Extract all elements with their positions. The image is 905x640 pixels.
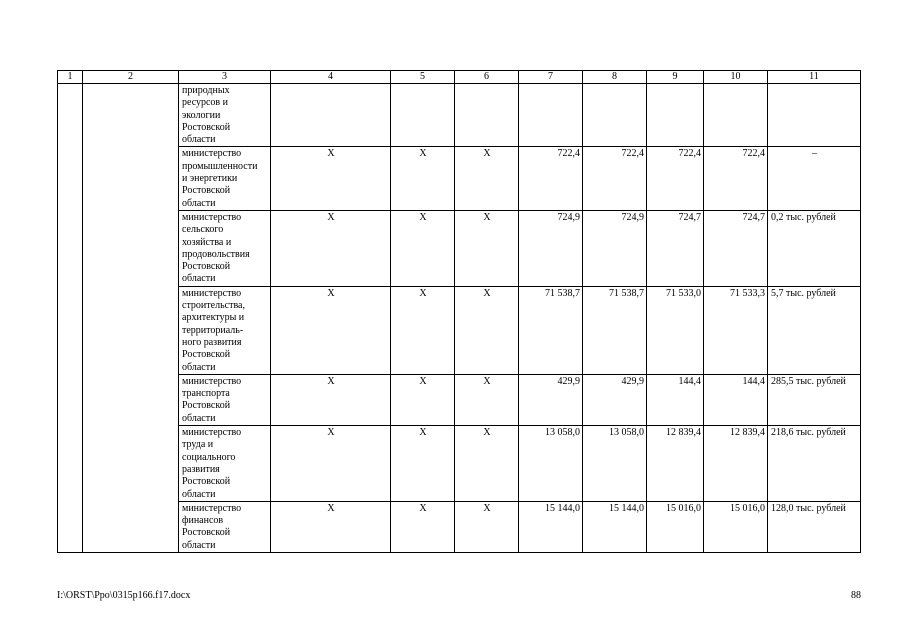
- row-number-cell: [58, 84, 83, 553]
- cell-col8: 429,9: [583, 374, 647, 425]
- header-row: [58, 71, 861, 84]
- table-row: [58, 147, 861, 210]
- cell-col7: 429,9: [519, 374, 583, 425]
- cell-col8: 15 144,0: [583, 501, 647, 552]
- cell-col11: 5,7 тыс. рублей: [768, 286, 861, 374]
- cell-col10: 722,4: [704, 147, 768, 210]
- cell-col9: 71 533,0: [647, 286, 704, 374]
- budget-table: [57, 70, 861, 553]
- col-header-1: 1: [58, 71, 83, 84]
- cell-col7: [519, 84, 583, 147]
- cell-col8: [583, 84, 647, 147]
- col-header-4: 4: [271, 71, 391, 84]
- cell-col10: 15 016,0: [704, 501, 768, 552]
- cell-col10: 12 839,4: [704, 426, 768, 502]
- cell-col9: [647, 84, 704, 147]
- footer-file-path: I:\ORST\Ppo\0315p166.f17.docx: [57, 590, 191, 601]
- cell-col5: [391, 84, 455, 147]
- cell-col4: [271, 84, 391, 147]
- agency-name-cell: министерство строительства, архитектуры и территориаль- ного развития Ростовской области: [179, 286, 271, 374]
- table-row: [58, 426, 861, 502]
- cell-col7: 71 538,7: [519, 286, 583, 374]
- cell-col4: Х: [271, 147, 391, 210]
- cell-col4: Х: [271, 501, 391, 552]
- table-row: [58, 84, 861, 147]
- cell-col6: Х: [455, 147, 519, 210]
- cell-col11: 0,2 тыс. рублей: [768, 210, 861, 286]
- cell-col10: 724,7: [704, 210, 768, 286]
- cell-col9: 15 016,0: [647, 501, 704, 552]
- cell-col5: Х: [391, 501, 455, 552]
- cell-col9: 724,7: [647, 210, 704, 286]
- cell-col6: Х: [455, 286, 519, 374]
- cell-col5: Х: [391, 286, 455, 374]
- table-row: [58, 286, 861, 374]
- col-header-11: 11: [768, 71, 861, 84]
- cell-col9: 722,4: [647, 147, 704, 210]
- cell-col11: –: [768, 147, 861, 210]
- cell-col7: 15 144,0: [519, 501, 583, 552]
- cell-col10: 71 533,3: [704, 286, 768, 374]
- cell-col10: 144,4: [704, 374, 768, 425]
- agency-name-cell: министерство транспорта Ростовской области: [179, 374, 271, 425]
- cell-col4: Х: [271, 426, 391, 502]
- cell-col4: Х: [271, 210, 391, 286]
- cell-col4: Х: [271, 374, 391, 425]
- cell-col6: Х: [455, 210, 519, 286]
- cell-col4: Х: [271, 286, 391, 374]
- cell-col6: Х: [455, 426, 519, 502]
- cell-col11: 218,6 тыс. рублей: [768, 426, 861, 502]
- table-row: [58, 374, 861, 425]
- col-header-3: 3: [179, 71, 271, 84]
- cell-col8: 722,4: [583, 147, 647, 210]
- cell-col10: [704, 84, 768, 147]
- col-header-7: 7: [519, 71, 583, 84]
- col-header-5: 5: [391, 71, 455, 84]
- cell-col5: Х: [391, 374, 455, 425]
- cell-col8: 71 538,7: [583, 286, 647, 374]
- cell-col11: 128,0 тыс. рублей: [768, 501, 861, 552]
- cell-col6: Х: [455, 374, 519, 425]
- cell-col5: Х: [391, 426, 455, 502]
- cell-col7: 724,9: [519, 210, 583, 286]
- cell-col7: 13 058,0: [519, 426, 583, 502]
- col-header-8: 8: [583, 71, 647, 84]
- cell-col11: 285,5 тыс. рублей: [768, 374, 861, 425]
- agency-name-cell: министерство финансов Ростовской области: [179, 501, 271, 552]
- cell-col9: 12 839,4: [647, 426, 704, 502]
- agency-name-cell: природных ресурсов и экологии Ростовской области: [179, 84, 271, 147]
- cell-col6: Х: [455, 501, 519, 552]
- cell-col7: 722,4: [519, 147, 583, 210]
- cell-col6: [455, 84, 519, 147]
- cell-col8: 724,9: [583, 210, 647, 286]
- footer-page-number: 88: [851, 590, 861, 601]
- col-header-2: 2: [83, 71, 179, 84]
- agency-name-cell: министерство промышленности и энергетики Ростовской области: [179, 147, 271, 210]
- table-row: [58, 210, 861, 286]
- section-cell: [83, 84, 179, 553]
- agency-name-cell: министерство труда и социального развития Ростовской области: [179, 426, 271, 502]
- col-header-9: 9: [647, 71, 704, 84]
- cell-col5: Х: [391, 147, 455, 210]
- col-header-10: 10: [704, 71, 768, 84]
- agency-name-cell: министерство сельского хозяйства и продовольствия Ростовской области: [179, 210, 271, 286]
- cell-col9: 144,4: [647, 374, 704, 425]
- col-header-6: 6: [455, 71, 519, 84]
- cell-col5: Х: [391, 210, 455, 286]
- cell-col8: 13 058,0: [583, 426, 647, 502]
- table-row: [58, 501, 861, 552]
- cell-col11: [768, 84, 861, 147]
